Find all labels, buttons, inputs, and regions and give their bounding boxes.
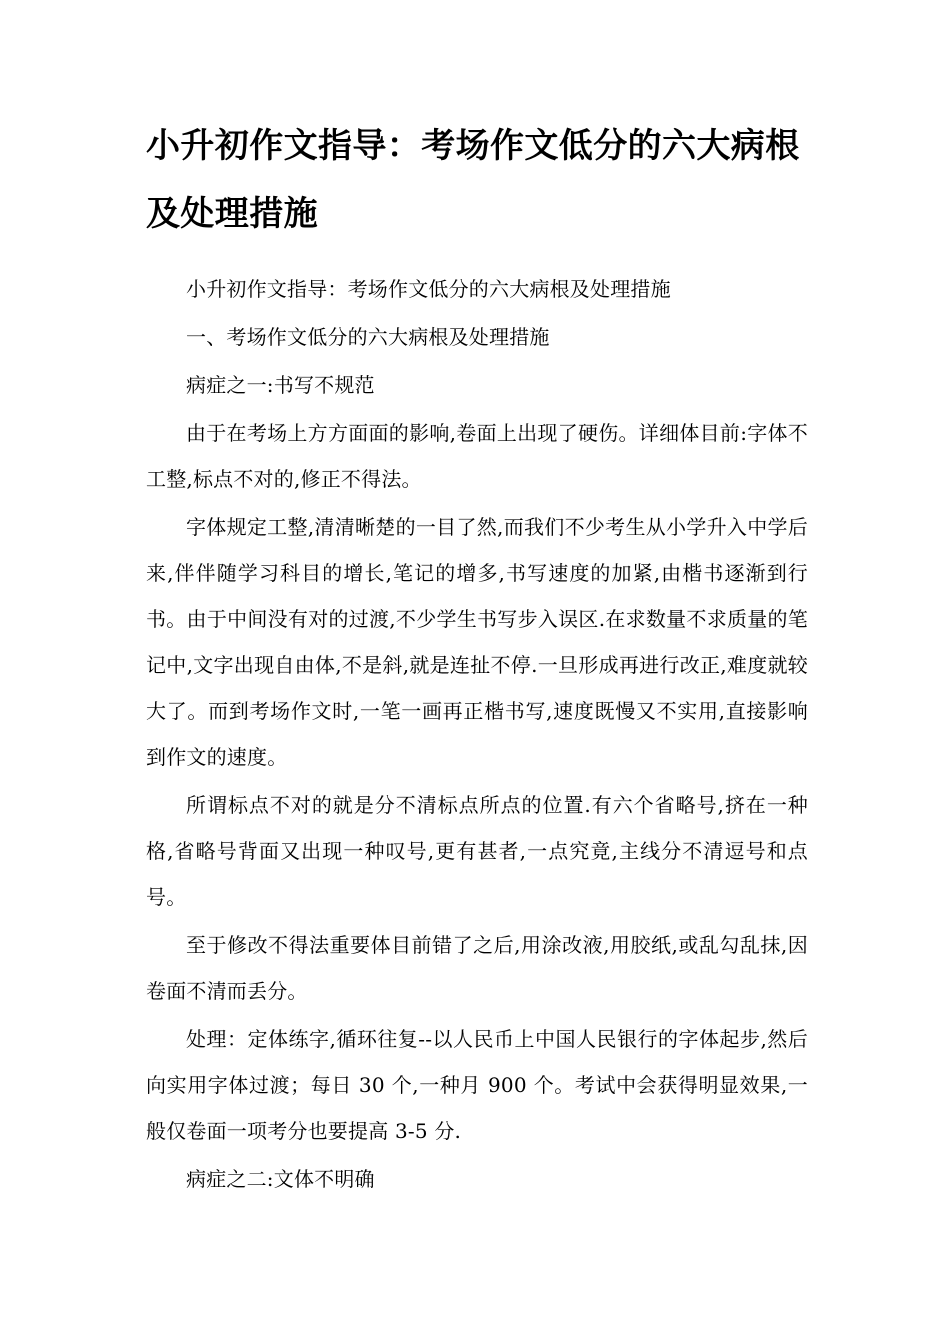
paragraph: 至于修改不得法重要体目前错了之后,用涂改液,用胶纸,或乱勾乱抹,因卷面不清而丢分。 bbox=[146, 933, 808, 1003]
symptom-heading: 病症之一:书写不规范 bbox=[186, 373, 375, 397]
symptom-heading: 病症之二:文体不明确 bbox=[186, 1167, 375, 1191]
paragraph-list bbox=[146, 266, 808, 1202]
paragraph: 所谓标点不对的就是分不清标点所点的位置.有六个省略号,挤在一种格,省略号背面又出现一种叹号,更有甚者,一点究竟,主线分不清逗号和点号。 bbox=[146, 793, 808, 909]
paragraph: 处理：定体练字,循环往复--以人民币上中国人民银行的字体起步,然后向实用字体过渡；每日 30 个,一种月 900 个。考试中会获得明显效果,一般仅卷面一项考分也要提高 3-5 分. bbox=[146, 1027, 808, 1143]
paragraph: 由于在考场上方方面面的影响,卷面上出现了硬伤。详细体目前:字体不工整,标点不对的,修正不得法。 bbox=[146, 421, 808, 491]
document-body bbox=[146, 112, 808, 1204]
paragraph: 字体规定工整,清清晰楚的一目了然,而我们不少考生从小学升入中学后来,伴伴随学习科目的增长,笔记的增多,书写速度的加紧,由楷书逐渐到行书。由于中间没有对的过渡,不少学生书写步入误区.在求数量不求质量的笔记中,文字出现自由体,不是斜,就是连扯不停.一旦形成再进行改正,难度就较大了。而到考场作文时,一笔一画再正楷书写,速度既慢又不实用,直接影响到作文的速度。 bbox=[146, 515, 808, 769]
paragraph: 小升初作文指导：考场作文低分的六大病根及处理措施 bbox=[186, 277, 671, 301]
section-heading: 一、考场作文低分的六大病根及处理措施 bbox=[186, 325, 550, 349]
document-title: 小升初作文指导：考场作文低分的六大病根及处理措施 bbox=[146, 126, 800, 234]
